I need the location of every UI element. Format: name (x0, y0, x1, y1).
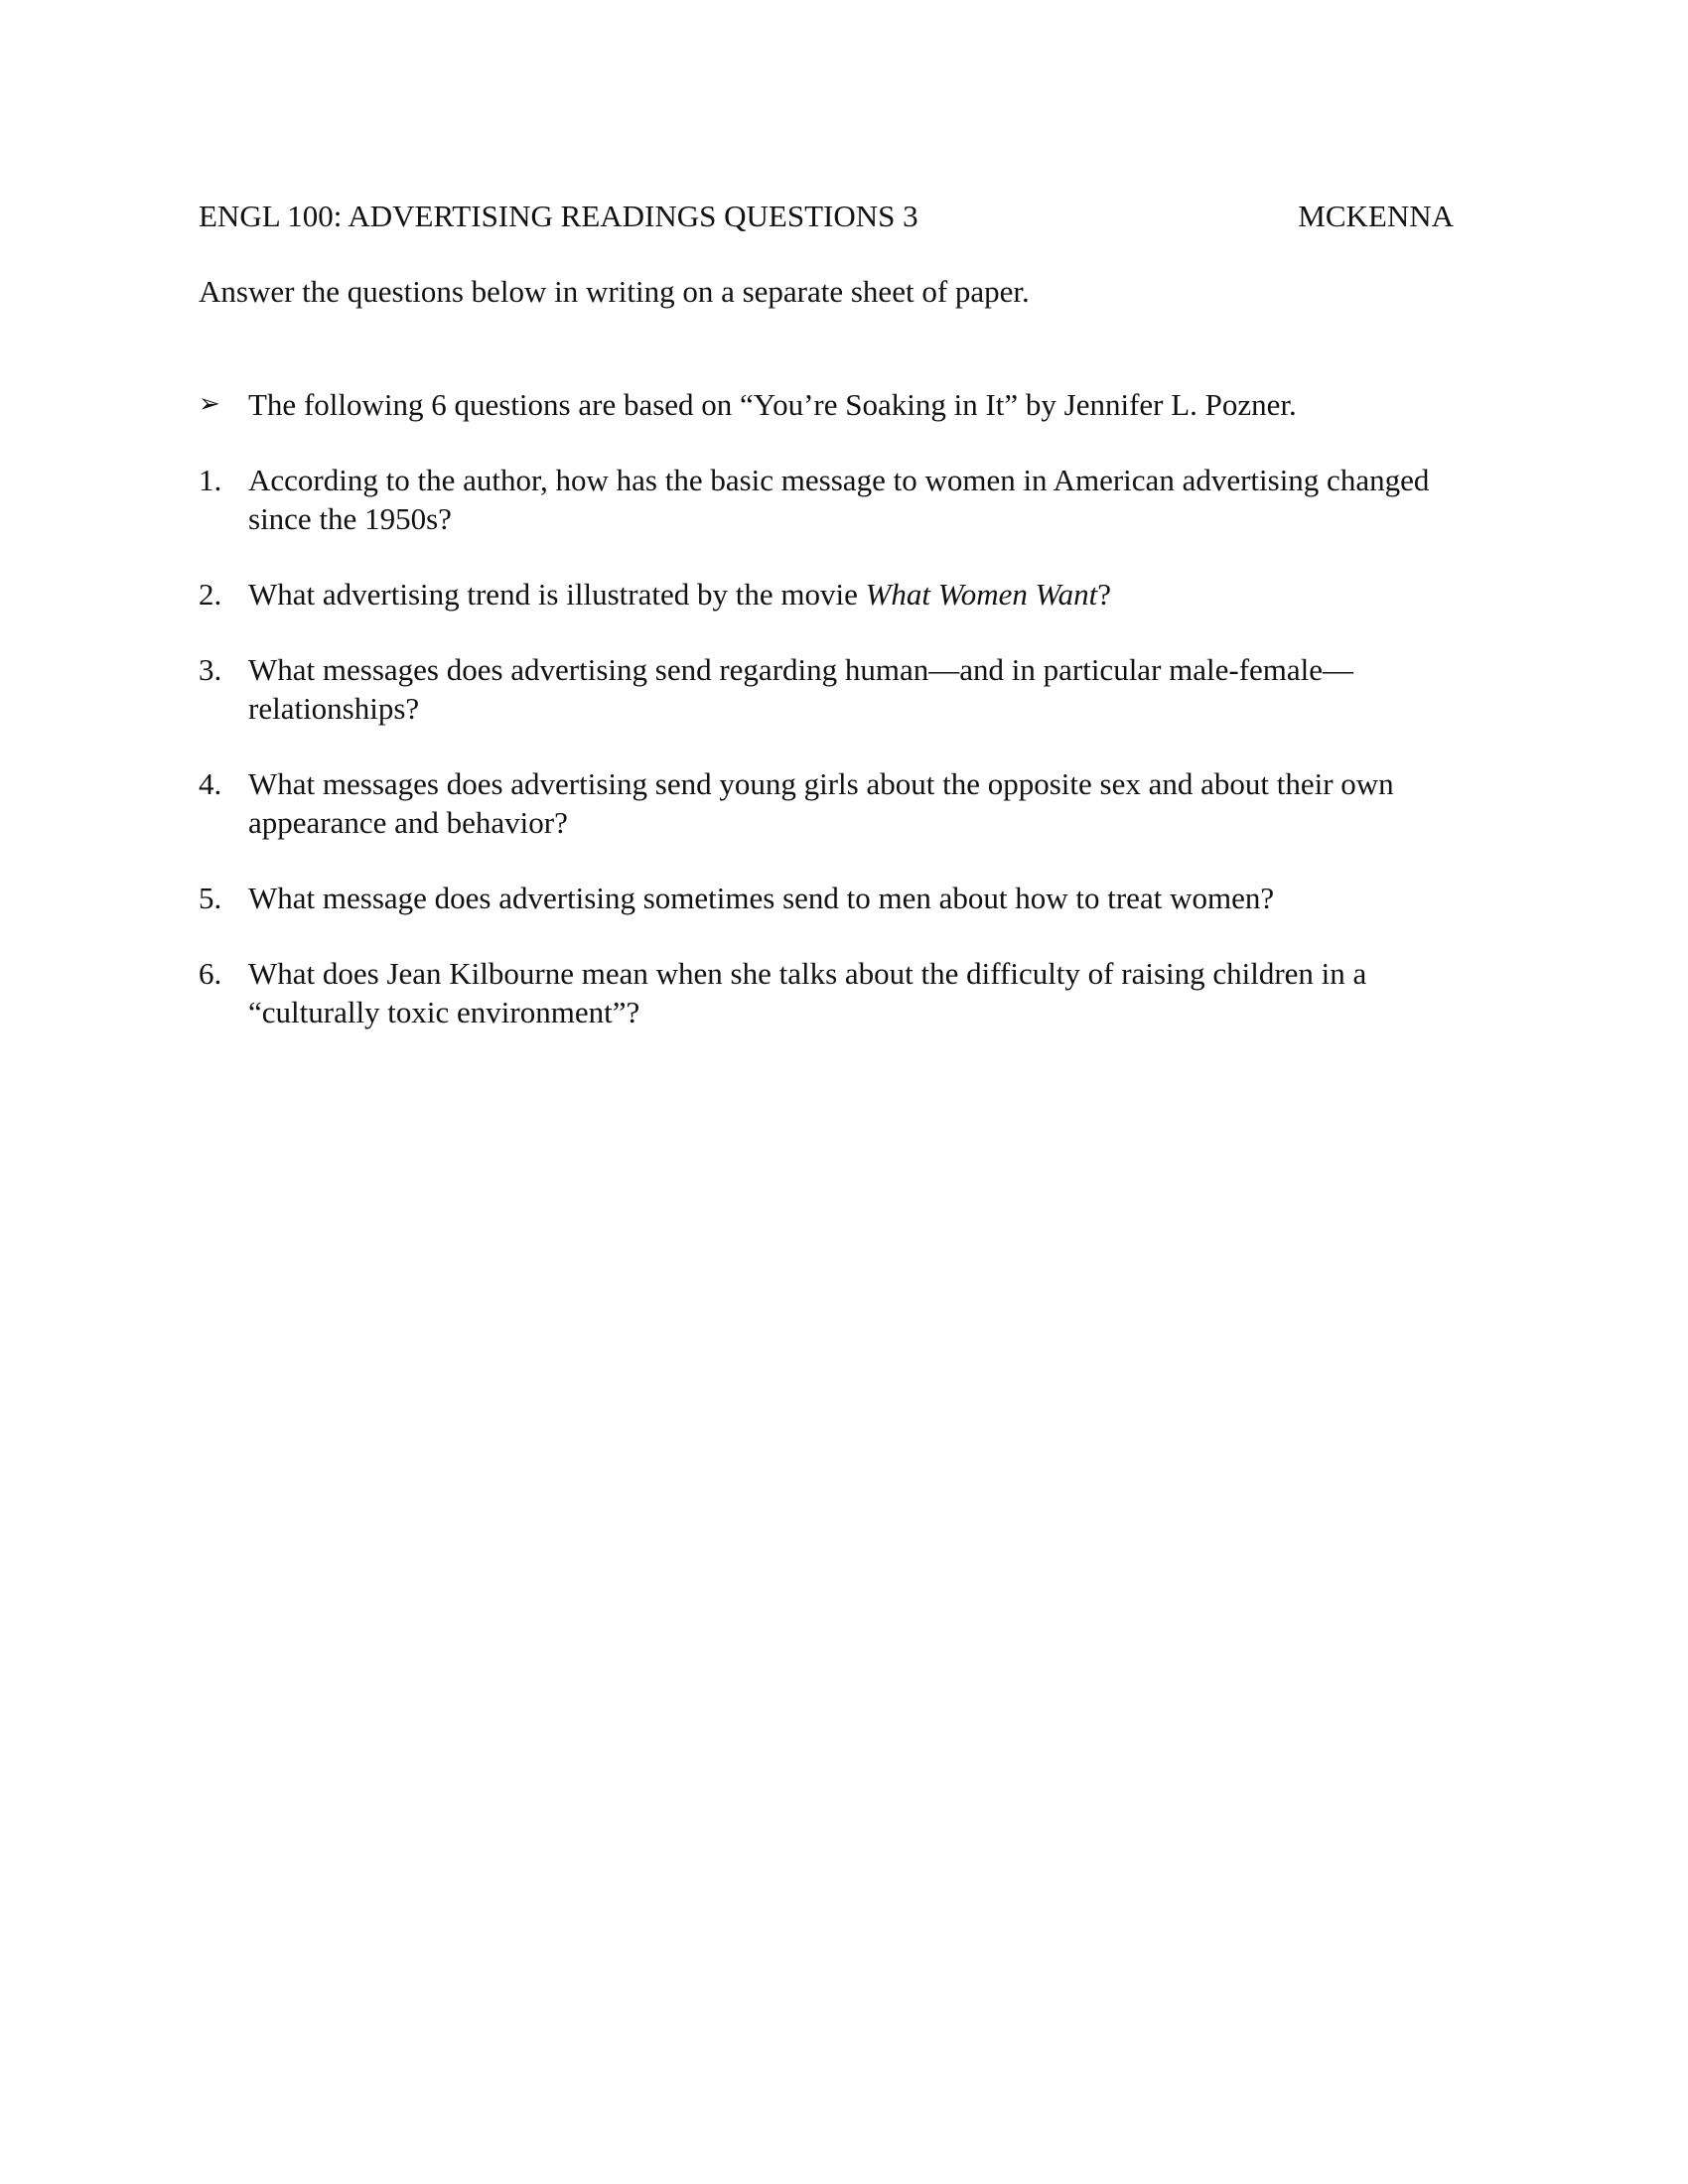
author-name: MCKENNA (1298, 199, 1454, 233)
intro-bullet (199, 385, 1489, 424)
question-number: 4. (199, 766, 222, 801)
question-item-6 (199, 954, 1489, 1031)
question-number: 2. (199, 577, 222, 612)
question-text-start: What advertising trend is illustrated by the movie (248, 577, 866, 612)
question-item-3 (199, 650, 1489, 728)
question-text (248, 575, 1489, 614)
question-text: What does Jean Kilbourne mean when she talks about the difficulty of raising children in a “culturally toxic environment”? (248, 956, 1367, 1029)
instructions-text: Answer the questions below in writing on a separate sheet of paper. (199, 274, 1030, 309)
question-text: What message does advertising sometimes send to men about how to treat women? (248, 881, 1275, 915)
question-item-1 (199, 461, 1489, 538)
intro-text: The following 6 questions are based on “You’re Soaking in It” by Jennifer L. Pozner. (248, 387, 1297, 422)
arrowhead-bullet-icon: ➢ (199, 389, 220, 419)
question-number: 3. (199, 652, 222, 687)
question-number: 6. (199, 956, 222, 991)
question-number: 5. (199, 881, 222, 915)
question-item-2 (199, 575, 1489, 614)
question-text: What messages does advertising send young girls about the opposite sex and about their own appearance and behavior? (248, 766, 1394, 840)
question-number: 1. (199, 463, 222, 497)
question-item-4 (199, 764, 1489, 842)
movie-title: What Women Want (865, 577, 1098, 612)
question-text-end: ? (1097, 577, 1111, 612)
question-list (199, 385, 1489, 1068)
question-text: According to the author, how has the basic message to women in American advertising changed since the 1950s? (248, 463, 1430, 536)
question-item-5 (199, 879, 1489, 917)
question-text: What messages does advertising send regarding human—and in particular male-female—relationships? (248, 652, 1354, 726)
course-title: ENGL 100: ADVERTISING READINGS QUESTIONS 3 (199, 199, 918, 233)
